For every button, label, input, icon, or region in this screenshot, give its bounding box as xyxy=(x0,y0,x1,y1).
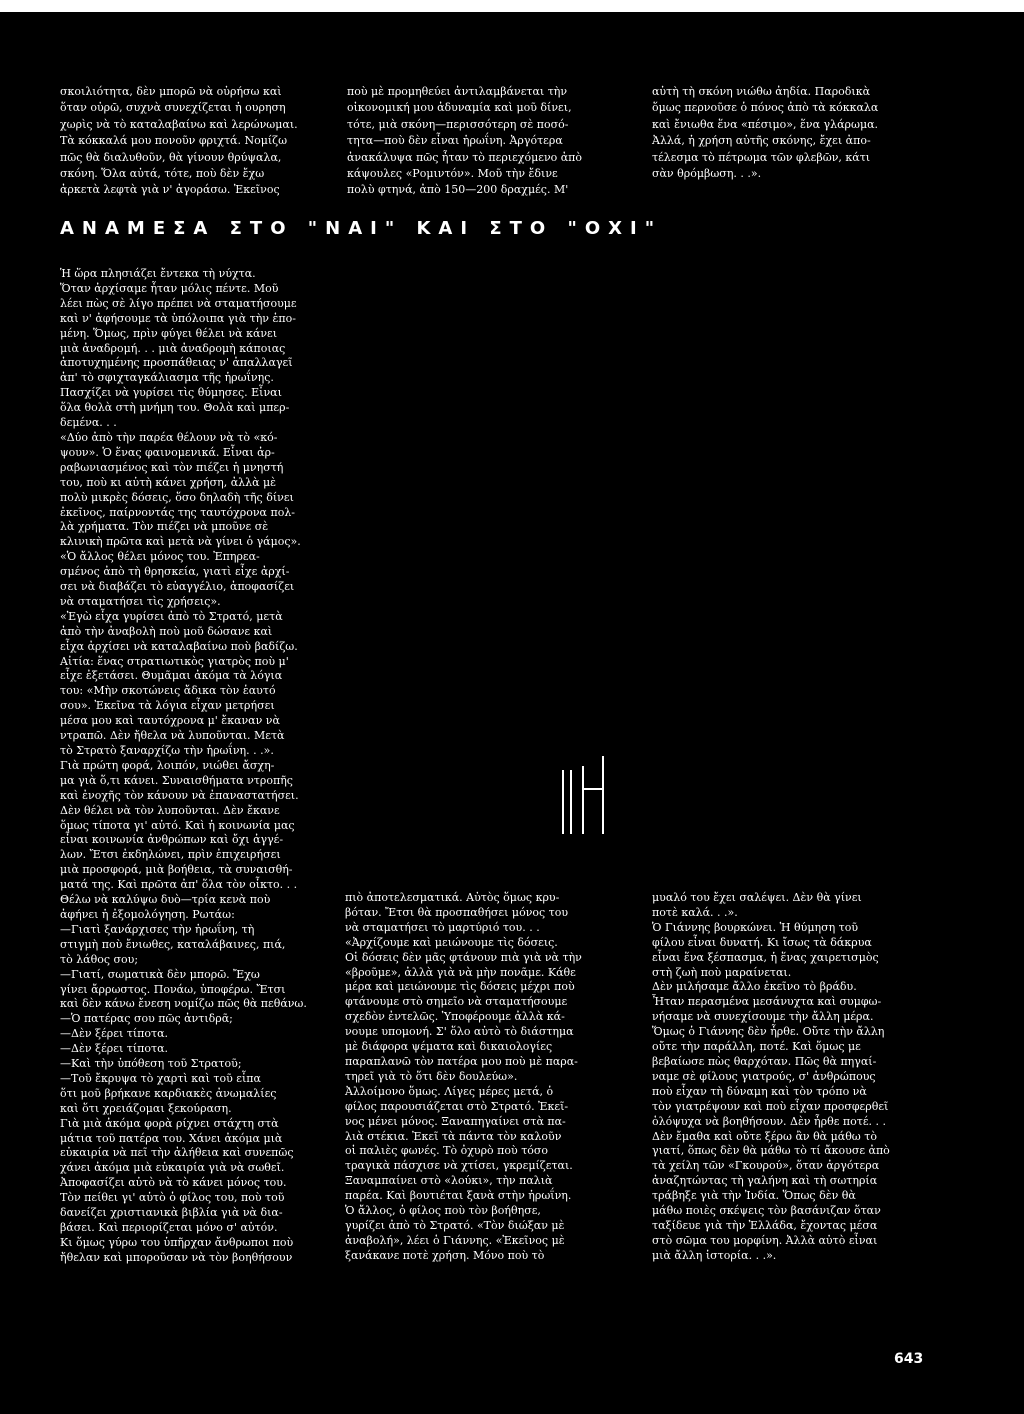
text-line: καὶ ὅτι χρειάζομαι ξεκούραση. xyxy=(60,1101,232,1115)
text-line: μέρα καὶ μειώνουμε τὶς δόσεις μέχρι ποὺ xyxy=(345,980,575,994)
text-line: καὶ ν' ἀφήσουμε τὰ ὑπόλοιπα γιὰ τὴν ἑπο- xyxy=(60,311,296,325)
text-line: —Καὶ τὴν ὑπόθεση τοῦ Στρατοῦ; xyxy=(60,1057,242,1071)
text-line: σὰν θρόμβωση. . .». xyxy=(652,167,762,181)
text-line: χωρὶς νὰ τὸ καταλαβαίνω καὶ λερώνωμαι. xyxy=(60,117,298,131)
text-line: Ἀλλοίμονο ὅμως. Λίγες μέρες μετά, ὁ xyxy=(345,1084,554,1098)
text-line: γίνει ἄρρωστος. Πονάω, ὑποφέρω. Ἔτσι xyxy=(60,982,286,996)
text-line: τητα—ποὺ δὲν εἶναι ἡρωΐνη. Ἀργότερα xyxy=(347,134,563,148)
middle-column xyxy=(345,891,635,1264)
text-line: ἀπὸ τὴν ἀναβολὴ ποὺ μοῦ δώσανε καὶ xyxy=(60,624,273,638)
text-line: Αἰτία: ἕνας στρατιωτικὸς γιατρὸς ποὺ μ' xyxy=(60,654,289,668)
text-line: ραβωνιασμένος καὶ τὸν πιέζει ἡ μνηστή xyxy=(60,460,284,474)
text-line: νος μένει μόνος. Ξαναπηγαίνει στὰ πα- xyxy=(345,1114,566,1128)
text-line: νὰ σταματήσει τὸ μαρτύριό του. . . xyxy=(345,920,540,934)
text-line: σμένος ἀπὸ τὴ θρησκεία, γιατὶ εἶχε ἀρχί- xyxy=(60,565,290,579)
text-line: Γιὰ μιὰ ἀκόμα φορὰ ρίχνει στάχτη στὰ xyxy=(60,1116,279,1130)
text-line: πῶς θὰ διαλυθοῦν, θὰ γίνουν θρύψαλα, xyxy=(60,150,282,164)
text-line: Τὸν πείθει γι' αὐτὸ ὁ φίλος του, ποὺ τοῦ xyxy=(60,1191,285,1205)
text-line: μένη. Ὅμως, πρὶν φύγει θέλει νὰ κάνει xyxy=(60,326,278,340)
text-line: στιγμὴ ποὺ ἔνιωθες, καταλάβαινες, πιά, xyxy=(60,937,286,951)
page-number: 643 xyxy=(894,1351,924,1367)
text-line: Ὁ ἄλλος, ὁ φίλος ποὺ τὸν βοήθησε, xyxy=(345,1204,541,1218)
text-line: Κι ὅμως γύρω του ὑπῆρχαν ἄνθρωποι ποὺ xyxy=(60,1235,294,1249)
text-line: Ἀλλά, ἡ χρήση αὐτῆς σκόνης, ἔχει ἀπο- xyxy=(652,134,871,148)
text-line: λὰ χρήματα. Τὸν πιέζει νὰ μποῦνε σὲ xyxy=(60,520,269,534)
text-line: σου». Ἐκεῖνα τὰ λόγια εἶχαν μετρήσει xyxy=(60,699,275,713)
text-line: λέει πὼς σὲ λίγο πρέπει νὰ σταματήσουμε xyxy=(60,296,297,310)
text-line: καὶ δὲν κάνω ἔνεση νομίζω πῶς θὰ πεθάνω. xyxy=(60,997,307,1011)
text-line: «Ἐγὼ εἶχα γυρίσει ἀπὸ τὸ Στρατό, μετὰ xyxy=(60,609,283,623)
text-line: —Γιατί, σωματικὰ δὲν μπορῶ. Ἔχω xyxy=(60,967,260,981)
text-line: στὴ ζωὴ ποὺ μαραίνεται. xyxy=(652,965,792,979)
text-line: νουμε υπομονή. Σ' ὅλο αὐτὸ τὸ διάστημα xyxy=(345,1025,574,1039)
text-line: —Δὲν ξέρει τίποτα. xyxy=(60,1027,169,1041)
text-line: ὅταν οὐρῶ, συχνὰ συνεχίζεται ἡ ουρηση xyxy=(60,101,286,115)
text-line: φτάνουμε στὸ σημεῖο νὰ σταματήσουμε xyxy=(345,995,568,1009)
text-line: φίλου εἶναι δυνατή. Κι ἴσως τὰ δάκρυα xyxy=(652,935,872,949)
text-line: τὸ λάθος σου; xyxy=(60,952,139,966)
text-line: γιατί, ὅπως δὲν θὰ μάθω τὸ τί ἄκουσε ἀπὸ xyxy=(652,1144,890,1158)
text-line: ἐκεῖνος, παίρνοντάς της ταυτόχρονα πολ- xyxy=(60,505,296,519)
text-line: τέλεσμα τὸ πέτρωμα τῶν φλεβῶν, κάτι xyxy=(652,150,871,164)
text-line: τραγικὰ πάσχισε νὰ χτίσει, γκρεμίζεται. xyxy=(345,1159,573,1173)
text-line: παραπλανῶ τὸν πατέρα μου ποὺ μὲ παρα- xyxy=(345,1054,578,1068)
text-line: —Δὲν ξέρει τίποτα. xyxy=(60,1042,169,1056)
top-column-3 xyxy=(652,84,952,182)
text-line: Ξαναμπαίνει στὸ «λούκι», τὴν παλιὰ xyxy=(345,1174,553,1188)
text-line: ὁλόψυχα νὰ βοηθήσουν. Δὲν ἦρθε ποτέ. . . xyxy=(652,1114,887,1128)
text-line: ματά της. Καὶ πρῶτα ἀπ' ὅλα τὸν οἶκτο. . . xyxy=(60,878,298,892)
text-line: μάθω ποιὲς σκέψεις τὸν βασάνιζαν ὅταν xyxy=(652,1204,881,1218)
text-line: σχεδὸν ἐντελῶς. Ὑποφέρουμε ἀλλὰ κά- xyxy=(345,1010,565,1024)
text-line: τὰ χείλη τῶν «Γκουρού», ὅταν ἀργότερα xyxy=(652,1159,880,1173)
text-line: ναμε σὲ φίλους γιατρούς, σ' ἀνθρώπους xyxy=(652,1069,876,1083)
text-line: οἰκονομική μου ἀδυναμία καὶ μοῦ δίνει, xyxy=(347,101,572,115)
text-line: του: «Μὴν σκοτώνεις ἄδικα τὸν ἑαυτό xyxy=(60,684,276,698)
top-column-2 xyxy=(347,84,632,199)
text-line: εὐκαιρία νὰ πεῖ τὴν ἀλήθεια καὶ συνεπῶς xyxy=(60,1146,294,1160)
text-line: ποὺ μὲ προμηθεύει ἀντιλαμβάνεται τὴν xyxy=(347,85,568,98)
text-line: Θέλω νὰ καλύψω δυὸ—τρία κενὰ ποὺ xyxy=(60,893,271,907)
text-line: ξανάκανε ποτὲ χρήση. Μόνο ποὺ τὸ xyxy=(345,1248,545,1262)
text-line: «Ἀρχίζουμε καὶ μειώνουμε τὶς δόσεις. xyxy=(345,935,558,949)
text-line: κλινικὴ πρῶτα καὶ μετὰ νὰ γίνει ὁ γάμος». xyxy=(60,535,301,549)
text-line: μιὰ προσφορά, μιὰ βοήθεια, τὰ συναισθή- xyxy=(60,863,293,877)
text-line: οὔτε τὴν παράλλη, ποτέ. Καὶ ὅμως με xyxy=(652,1040,861,1054)
text-line: τὸν γιατρέψουν καὶ ποὺ εἶχαν προσφερθεῖ xyxy=(652,1099,889,1113)
text-line: ψουν». Ὁ ἕνας φαινομενικά. Εἶναι ἀρ- xyxy=(60,445,275,459)
text-line: πολὺ μικρὲς δόσεις, ὅσο δηλαδὴ τῆς δίνει xyxy=(60,490,294,504)
text-line: πολὺ φτηνά, ἀπὸ 150—200 δραχμές. Μ' xyxy=(347,183,569,197)
text-line: Γιὰ πρώτη φορά, λοιπόν, νιώθει ἄσχη- xyxy=(60,758,275,772)
text-line: φίλος παρουσιάζεται στὸ Στρατό. Ἐκεῖ- xyxy=(345,1099,569,1113)
text-line: ἀρκετὰ λεφτὰ γιὰ ν' ἀγοράσω. Ἐκεῖνος xyxy=(60,183,280,197)
text-line: ἀνακάλυψα πῶς ἦταν τὸ περιεχόμενο ἀπὸ xyxy=(347,150,583,164)
text-line: «Ὁ ἄλλος θέλει μόνος του. Ἐπηρεα- xyxy=(60,550,260,564)
text-line: καὶ ἔνιωθα ἕνα «πέσιμο», ἕνα γλάρωμα. xyxy=(652,117,879,131)
text-line: ἀναζητώντας τὴ γαλήνη καὶ τὴ σωτηρία xyxy=(652,1174,878,1188)
text-line: ταξίδευε γιὰ τὴν Ἑλλάδα, ἔχοντας μέσα xyxy=(652,1218,878,1232)
text-line: τηρεῖ γιὰ τὸ ὅτι δὲν δουλεύω». xyxy=(345,1069,518,1083)
text-line: μάτια τοῦ πατέρα του. Χάνει ἀκόμα μιὰ xyxy=(60,1131,283,1145)
text-line: βάσει. Καὶ περιορίζεται μόνο σ' αὐτόν. xyxy=(60,1221,278,1234)
text-line: Οἱ δόσεις δὲν μᾶς φτάνουν πιὰ γιὰ νὰ τὴν xyxy=(345,950,582,964)
text-line: κάψουλες «Ρομιντόν». Μοῦ τὴν ἔδινε xyxy=(347,167,558,181)
text-line: του, ποὺ κι αὐτὴ κάνει χρήση, ἀλλὰ μὲ xyxy=(60,475,277,489)
text-line: —Γιατὶ ξανάρχισες τὴν ἡρωΐνη, τὴ xyxy=(60,922,255,936)
text-line: Ὅμως ὁ Γιάννης δὲν ἦρθε. Οὔτε τὴν ἄλλη xyxy=(652,1025,885,1039)
text-line: εἶναι κοινωνία ἀνθρώπων καὶ ὄχι ἀγγέ- xyxy=(60,833,284,847)
text-line: ποτὲ καλά. . .». xyxy=(652,905,738,919)
text-line: ὅλα θολὰ στὴ μνήμη του. Θολὰ καὶ μπερ- xyxy=(60,401,290,415)
text-line: «βροῦμε», ἀλλὰ γιὰ νὰ μὴν πονᾶμε. Κάθε xyxy=(345,965,576,979)
text-line: ὅτι μοῦ βρήκανε καρδιακὲς ἀνωμαλίες xyxy=(60,1086,277,1100)
text-line: ἤθελαν καὶ μποροῦσαν νὰ τὸν βοηθήσουν xyxy=(60,1250,293,1264)
text-line: δεμένα. . . xyxy=(60,416,117,430)
text-line: μιὰ ἀναδρομή. . . μιὰ ἀναδρομὴ κάποιας xyxy=(60,341,286,355)
text-line: οἱ παλιὲς φωνές. Τὸ ὀχυρὸ ποὺ τόσο xyxy=(345,1144,549,1158)
text-line: Πασχίζει νὰ γυρίσει τὶς θύμησες. Εἶναι xyxy=(60,386,282,400)
text-line: ἀναβολή», λέει ὁ Γιάννης. «Ἐκεῖνος μὲ xyxy=(345,1233,565,1247)
text-line: ποὺ εἶχαν τὴ δύναμη καὶ τὸν τρόπο νὰ xyxy=(652,1084,867,1098)
text-line: ὅμως περνοῦσε ὁ πόνος ἀπὸ τὰ κόκκαλα xyxy=(652,101,879,115)
right-column xyxy=(652,891,952,1264)
text-line: νὰ σταματήσει τὶς χρήσεις». xyxy=(60,594,221,608)
text-line: παρέα. Καὶ βουτιέται ξανὰ στὴν ἡρωΐνη. xyxy=(345,1189,572,1203)
text-line: μὲ διάφορα ψέματα καὶ δικαιολογίες xyxy=(345,1040,553,1054)
text-line: Ἦταν περασμένα μεσάνυχτα καὶ συμφω- xyxy=(652,995,882,1009)
text-line: λιὰ στέκια. Ἐκεῖ τὰ πάντα τὸν καλοῦν xyxy=(345,1129,562,1143)
top-column-1 xyxy=(60,84,340,199)
text-line: γυρίζει ἀπὸ τὸ Στρατό. «Τὸν διώξαν μὲ xyxy=(345,1218,565,1232)
text-line: καὶ ἐνοχῆς τὸν κάνουν νὰ ἐπαναστατήσει. xyxy=(60,788,299,802)
text-line: χάνει ἀκόμα μιὰ εὐκαιρία γιὰ νὰ σωθεῖ. xyxy=(60,1161,285,1175)
text-line: δανείζει χριστιανικὰ βιβλία γιὰ νὰ δια- xyxy=(60,1206,283,1220)
left-column xyxy=(60,267,340,1266)
text-line: εἶχα ἀρχίσει νὰ καταλαβαίνω ποὺ βαδίζω. xyxy=(60,639,298,653)
text-line: Ἡ ὥρα πλησιάζει ἔντεκα τὴ νύχτα. xyxy=(60,267,256,280)
text-line: ἀπ' τὸ σφιχταγκάλιασμα τῆς ἡρωΐνης. xyxy=(60,371,274,385)
text-line: τότε, μιὰ σκόνη—περισσότερη σὲ ποσό- xyxy=(347,117,569,131)
text-line: —Τοῦ ἔκρυψα τὸ χαρτὶ καὶ τοῦ εἶπα xyxy=(60,1071,261,1085)
text-line: —Ὁ πατέρας σου πῶς ἀντιδρᾶ; xyxy=(60,1012,233,1026)
text-line: τὸ Στρατὸ ξαναρχίζω τὴν ἡρωΐνη. . .». xyxy=(60,744,274,757)
text-line: εἶχε ἐξετάσει. Θυμᾶμαι ἀκόμα τὰ λόγια xyxy=(60,669,283,683)
text-line: σκόνη. Ὅλα αὐτά, τότε, ποὺ δὲν ἔχω xyxy=(60,167,265,181)
text-line: μέσα μου καὶ ταυτόχρονα μ' ἔκαναν νὰ xyxy=(60,714,280,728)
section-headline: ΑΝΑΜΕΣΑ ΣΤΟ "ΝΑΙ" ΚΑΙ ΣΤΟ "ΟΧΙ" xyxy=(60,218,663,239)
text-line: νήσαμε νὰ συνεχίσουμε τὴν ἄλλη μέρα. xyxy=(652,1010,874,1024)
text-line: Ὅταν ἀρχίσαμε ἦταν μόλις πέντε. Μοῦ xyxy=(60,281,279,295)
text-line: Τὰ κόκκαλά μου πονοῦν φριχτά. Νομίζω xyxy=(60,134,288,148)
drop-cap-mark xyxy=(558,754,618,844)
text-line: μυαλό του ἔχει σαλέψει. Δὲν θὰ γίνει xyxy=(652,891,862,904)
text-line: ἀποτυχημένης προσπάθειας ν' ἀπαλλαγεῖ xyxy=(60,356,293,370)
text-line: Δὲν ἔμαθα καὶ οὔτε ξέρω ἂν θὰ μάθω τὸ xyxy=(652,1129,877,1143)
text-line: Ἀποφασίζει αὐτὸ νὰ τὸ κάνει μόνος του. xyxy=(60,1176,287,1190)
text-line: ὅμως τίποτα γι' αὐτό. Καὶ ἡ κοινωνία μας xyxy=(60,818,295,832)
text-line: ντραπῶ. Δὲν ἤθελα νὰ λυποῦνται. Μετὰ xyxy=(60,729,285,743)
text-line: τράβηξε γιὰ τὴν Ἰνδία. Ὅπως δὲν θὰ xyxy=(652,1189,856,1203)
text-line: εἶναι ἕνα ξέσπασμα, ἡ ἕνας χαιρετισμὸς xyxy=(652,950,879,964)
text-line: σει νὰ διαβάζει τὸ εὐαγγέλιο, ἀποφασίζει xyxy=(60,580,295,594)
text-line: βεβαίωσε πὼς θαρχόταν. Πῶς θὰ πηγαί- xyxy=(652,1054,877,1068)
text-line: Δὲν θέλει νὰ τὸν λυποῦνται. Δὲν ἔκανε xyxy=(60,803,280,817)
text-line: ἀφήνει ἡ ἐξομολόγηση. Ρωτάω: xyxy=(60,907,235,921)
text-line: Δὲν μιλήσαμε ἄλλο ἐκεῖνο τὸ βράδυ. xyxy=(652,980,857,994)
text-line: λων. Ἔτσι ἐκδηλώνει, πρὶν ἐπιχειρήσει xyxy=(60,848,281,862)
text-line: μιὰ ἄλλη ἱστορία. . .». xyxy=(652,1248,777,1262)
text-line: αὐτὴ τὴ σκόνη νιώθω ἀηδία. Παροδικὰ xyxy=(652,85,871,98)
text-line: στὸ σῶμα του μορφίνη. Ἀλλὰ αὐτὸ εἶναι xyxy=(652,1233,878,1247)
text-line: Ὁ Γιάννης βουρκώνει. Ἡ θύμηση τοῦ xyxy=(652,920,859,934)
text-line: βόταν. Ἔτσι θὰ προσπαθήσει μόνος του xyxy=(345,905,569,919)
text-line: σκοιλιότητα, δὲν μπορῶ νὰ οὐρήσω καὶ xyxy=(60,85,282,98)
text-line: μα γιὰ ὅ,τι κάνει. Συναισθήματα ντροπῆς xyxy=(60,773,293,787)
text-line: «Δύο ἀπὸ τὴν παρέα θέλουν νὰ τὸ «κό- xyxy=(60,430,278,444)
text-line: πιὸ ἀποτελεσματικά. Αὐτὸς ὅμως κρυ- xyxy=(345,891,560,904)
